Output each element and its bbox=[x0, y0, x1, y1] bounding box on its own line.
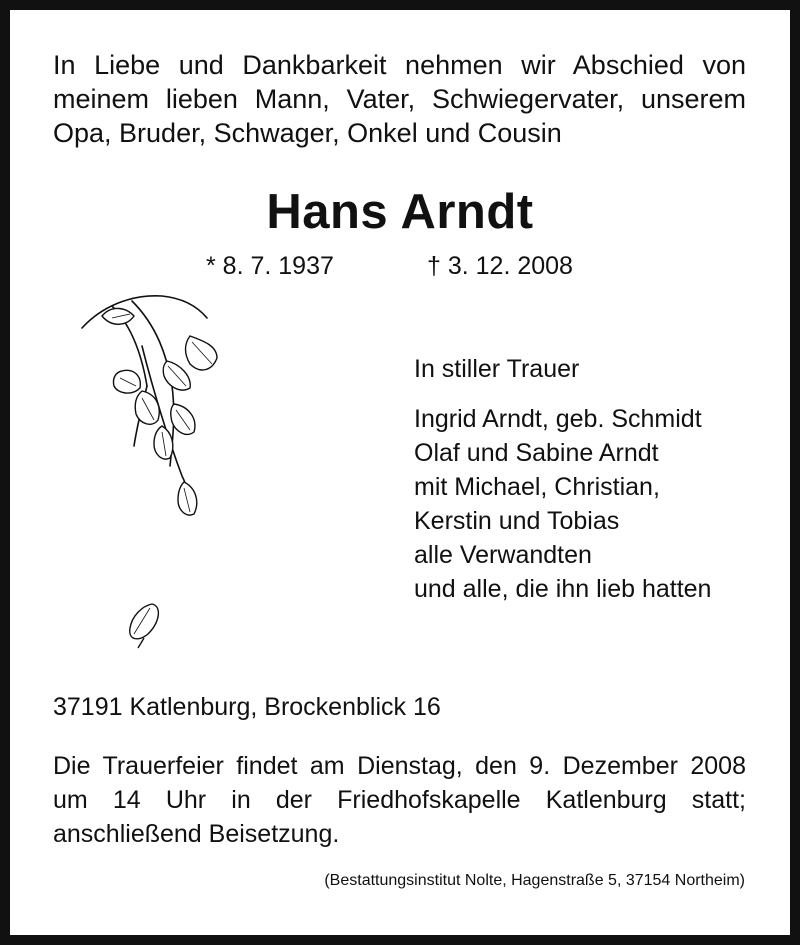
mourner-line: mit Michael, Christian, bbox=[414, 473, 660, 501]
intro-line: meinem lieben Mann, Vater, Schwiegervater, unserem bbox=[53, 84, 746, 114]
undertaker-notice: (Bestattungsinstitut Nolte, Hagenstraße 5, 37154 Northeim) bbox=[324, 872, 745, 889]
mourner-line: Kerstin und Tobias bbox=[414, 507, 620, 535]
family-address: 37191 Katlenburg, Brockenblick 16 bbox=[53, 693, 441, 721]
ceremony-line: um 14 Uhr in der Friedhofskapelle Katlenburg statt; bbox=[53, 786, 746, 814]
mourning-heading: In stiller Trauer bbox=[414, 355, 580, 383]
intro-line: In Liebe und Dankbarkeit nehmen wir Abschied von bbox=[53, 50, 746, 80]
ceremony-line: anschließend Beisetzung. bbox=[53, 820, 340, 848]
intro-text bbox=[53, 48, 746, 150]
birth-date: * 8. 7. 1937 bbox=[206, 252, 334, 280]
mourner-line: Olaf und Sabine Arndt bbox=[414, 439, 659, 467]
mourner-line: und alle, die ihn lieb hatten bbox=[414, 575, 712, 603]
deceased-name: Hans Arndt bbox=[266, 185, 534, 239]
mourner-line: alle Verwandten bbox=[414, 541, 592, 569]
mourners-block bbox=[414, 352, 711, 606]
birch-branch-illustration bbox=[72, 286, 232, 656]
mourner-line: Ingrid Arndt, geb. Schmidt bbox=[414, 405, 702, 433]
death-date: † 3. 12. 2008 bbox=[427, 252, 573, 280]
funeral-ceremony-text bbox=[53, 749, 746, 851]
intro-line: Opa, Bruder, Schwager, Onkel und Cousin bbox=[53, 118, 562, 148]
ceremony-line: Die Trauerfeier findet am Dienstag, den 9. Dezember 2008 bbox=[53, 752, 746, 780]
